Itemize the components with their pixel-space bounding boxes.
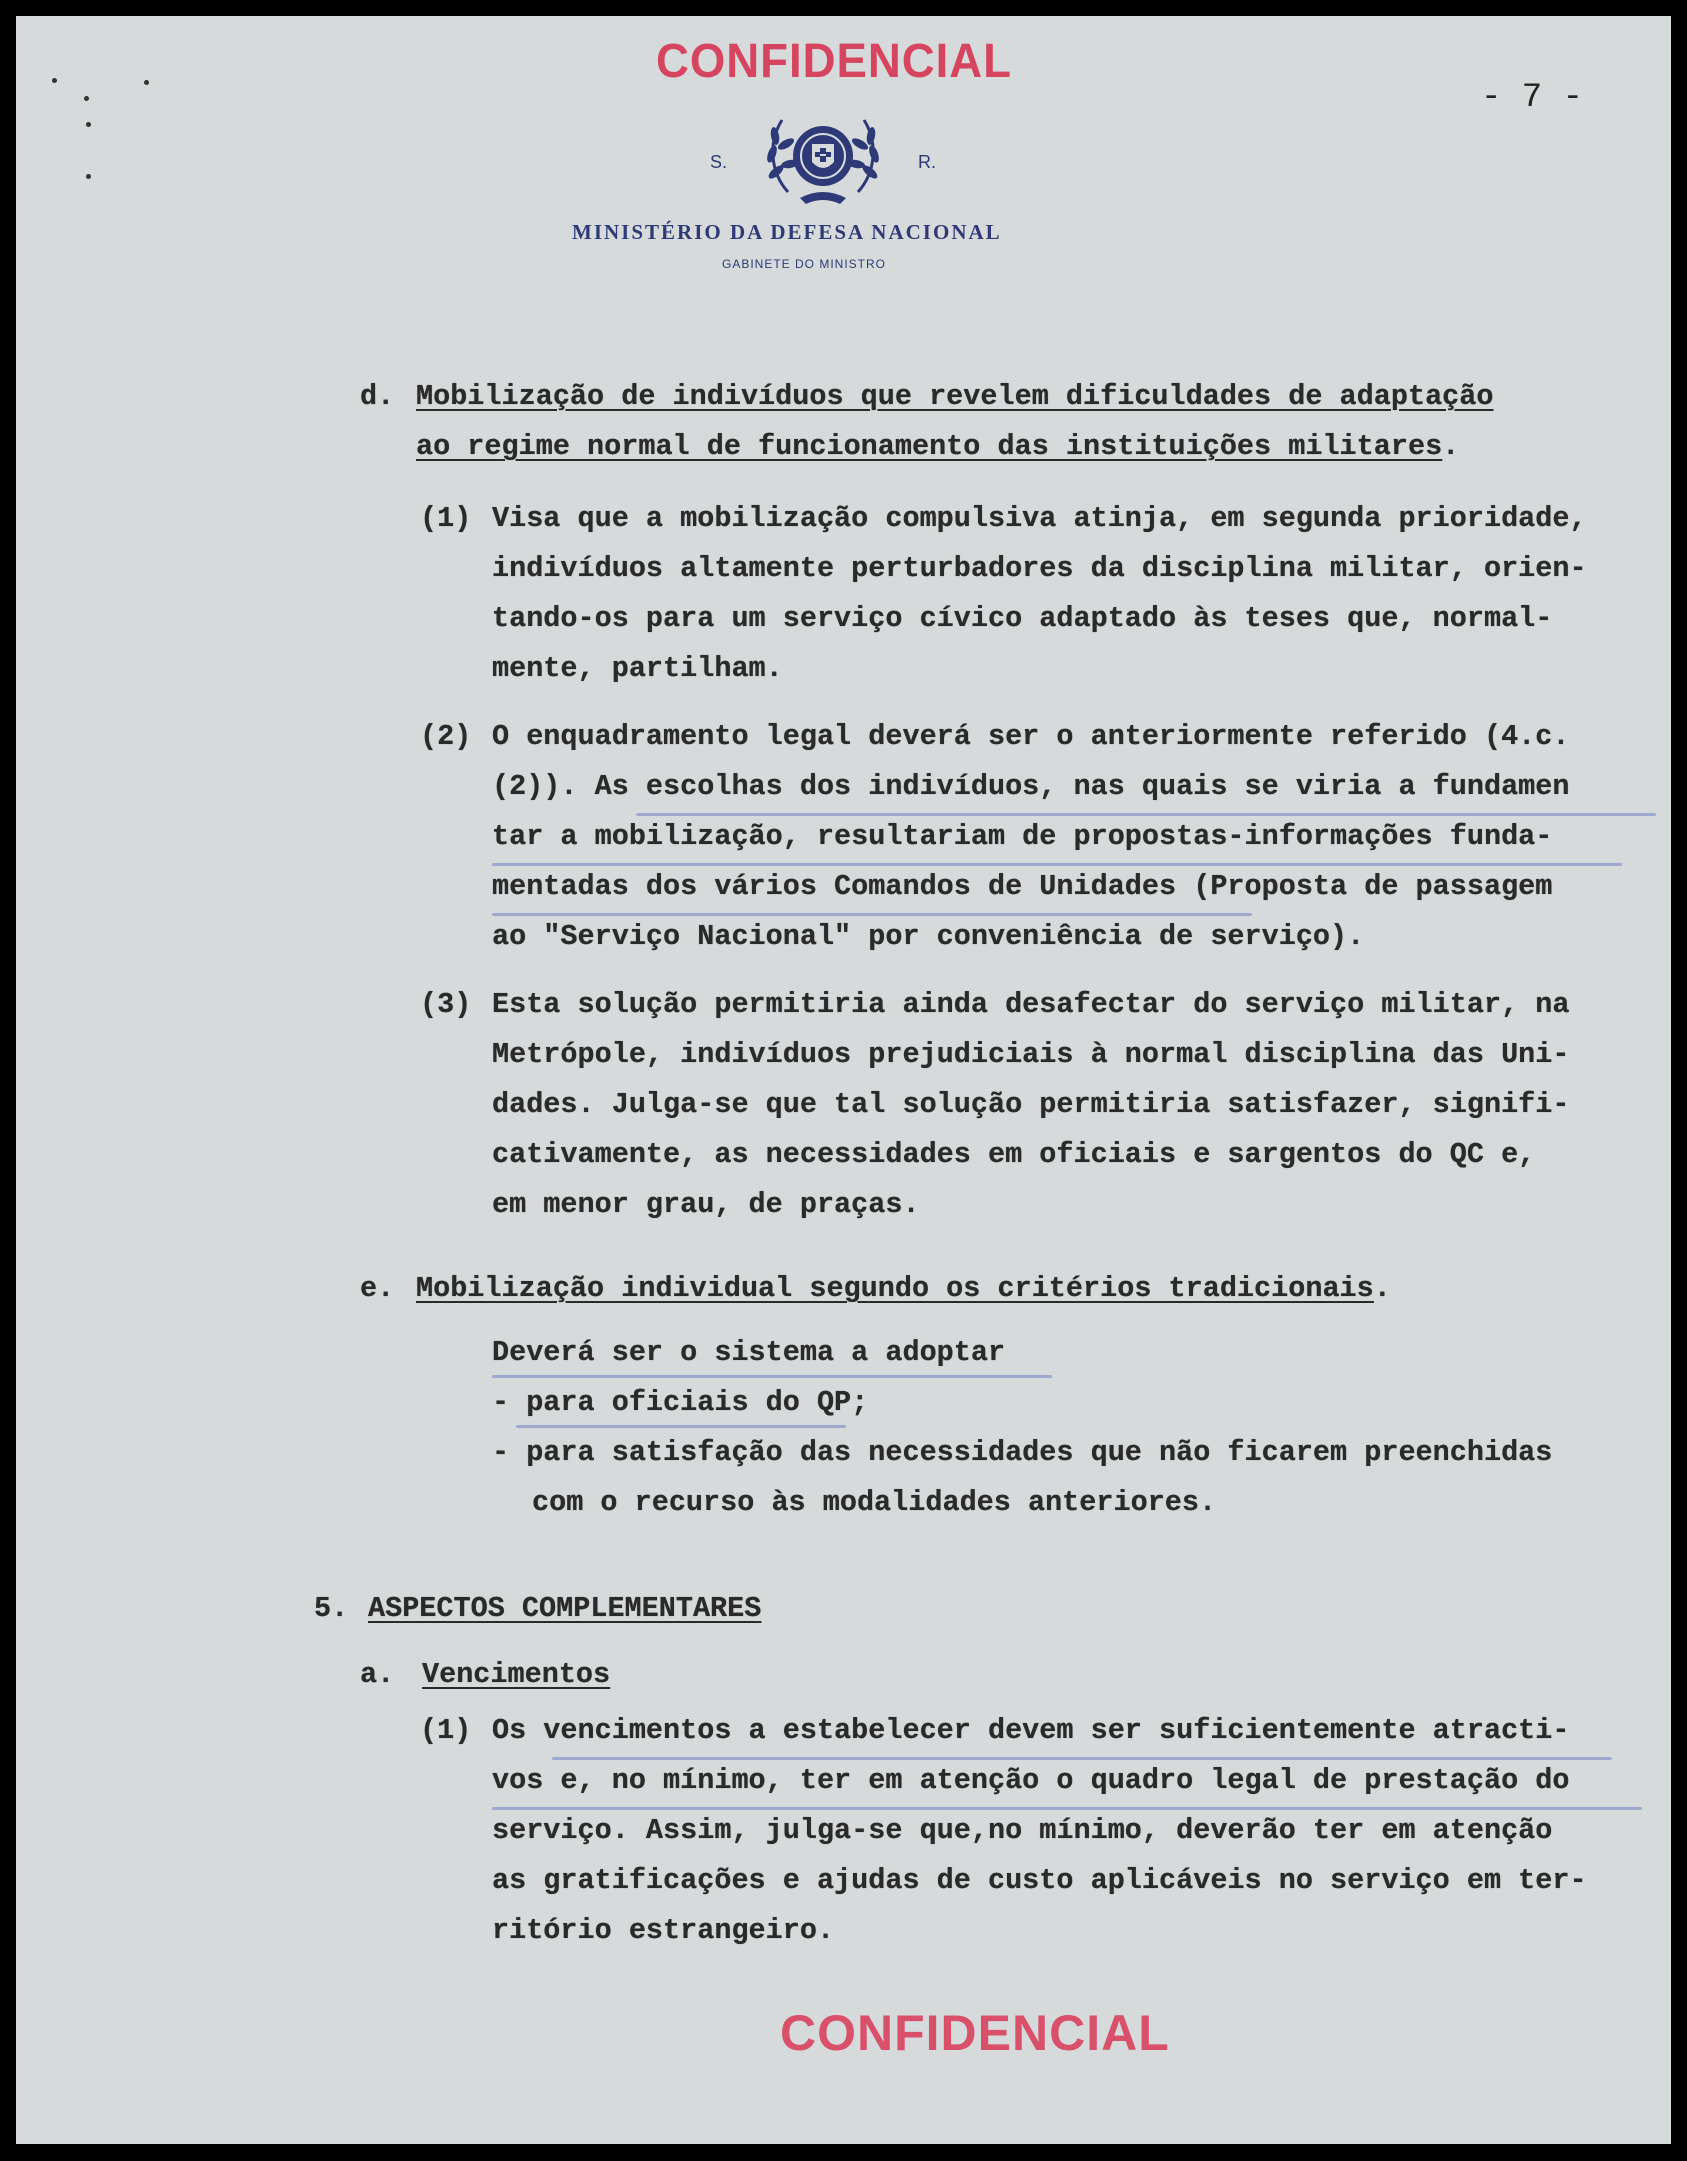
item-5a1-line: vos e, no mínimo, ter em atenção o quadro legal de prestação do xyxy=(492,1764,1570,1797)
item-d2-number: (2) xyxy=(420,720,472,753)
item-5a1-number: (1) xyxy=(420,1714,472,1747)
margin-mark xyxy=(84,96,89,101)
section-5a-label: a. xyxy=(360,1658,395,1691)
section-5-title: ASPECTOS COMPLEMENTARES xyxy=(368,1592,762,1625)
item-d2-line: (2)). As escolhas dos indivíduos, nas quais se viria a fundamen xyxy=(492,770,1570,803)
item-d1-number: (1) xyxy=(420,502,472,535)
item-5a1-line: serviço. Assim, julga-se que,no mínimo, deverão ter em atenção xyxy=(492,1814,1553,1847)
seal-label-left: S. xyxy=(710,152,728,172)
section-e-title-end: . xyxy=(1373,1272,1391,1305)
item-d2-line: ao "Serviço Nacional" por conveniência de serviço). xyxy=(492,920,1365,953)
item-d3-line: Esta solução permitiria ainda desafectar do serviço militar, na xyxy=(492,988,1570,1021)
section-e-label: e. xyxy=(360,1272,395,1305)
pencil-underline xyxy=(492,863,1622,866)
item-d3-line: Metrópole, indivíduos prejudiciais à normal disciplina das Uni- xyxy=(492,1038,1570,1071)
section-e-bullet: - para satisfação das necessidades que não ficarem preenchidas xyxy=(492,1436,1553,1469)
coat-of-arms-seal-icon xyxy=(760,102,886,210)
pencil-underline xyxy=(492,1807,1642,1810)
item-d1-line: indivíduos altamente perturbadores da disciplina militar, orien- xyxy=(492,552,1587,585)
confidential-stamp-top: CONFIDENCIAL xyxy=(656,35,1012,88)
margin-mark xyxy=(52,78,57,83)
item-5a1-line: Os vencimentos a estabelecer devem ser suficientemente atracti- xyxy=(492,1714,1570,1747)
seal-label-right: R. xyxy=(918,152,936,172)
section-e-title: Mobilização individual segundo os critérios tradicionais xyxy=(416,1272,1374,1305)
pencil-underline xyxy=(492,1375,1052,1378)
section-d-label: d. xyxy=(360,380,395,413)
item-d1-line: Visa que a mobilização compulsiva atinja, em segunda prioridade, xyxy=(492,502,1587,535)
section-5-number: 5. xyxy=(314,1592,349,1625)
margin-mark xyxy=(86,122,91,127)
item-d1-line: tando-os para um serviço cívico adaptado às teses que, normal- xyxy=(492,602,1553,635)
pencil-underline xyxy=(516,1425,846,1428)
section-d-title-line2: ao regime normal de funcionamento das instituições militares xyxy=(416,430,1443,463)
cabinet-name: GABINETE DO MINISTRO xyxy=(722,257,887,271)
section-d-title-end: . xyxy=(1442,430,1460,463)
margin-mark xyxy=(144,80,149,85)
pencil-underline xyxy=(552,1757,1612,1760)
section-e-title-wrap xyxy=(416,1272,1391,1305)
item-d1-line: mente, partilham. xyxy=(492,652,783,685)
section-e-intro: Deverá ser o sistema a adoptar xyxy=(492,1336,1006,1369)
margin-mark xyxy=(86,174,91,179)
item-d3-line: dades. Julga-se que tal solução permitiria satisfazer, signifi- xyxy=(492,1088,1570,1121)
item-5a1-line: as gratificações e ajudas de custo aplicáveis no serviço em ter- xyxy=(492,1864,1587,1897)
item-d2-line: tar a mobilização, resultariam de propostas-informações funda- xyxy=(492,820,1553,853)
item-d3-number: (3) xyxy=(420,988,472,1021)
section-d-title-line1: Mobilização de indivíduos que revelem dificuldades de adaptação xyxy=(416,380,1494,413)
item-5a1-line: ritório estrangeiro. xyxy=(492,1914,835,1947)
document-page xyxy=(16,16,1671,2144)
section-e-bullet: - para oficiais do QP; xyxy=(492,1386,869,1419)
section-5a-title: Vencimentos xyxy=(422,1658,611,1691)
section-d-title-line2-wrap xyxy=(416,430,1459,463)
item-d2-line: mentadas dos vários Comandos de Unidades (Proposta de passagem xyxy=(492,870,1553,903)
item-d2-line: O enquadramento legal deverá ser o anteriormente referido (4.c. xyxy=(492,720,1570,753)
ministry-name: MINISTÉRIO DA DEFESA NACIONAL xyxy=(572,220,1002,244)
pencil-underline xyxy=(492,913,1252,916)
pencil-underline xyxy=(636,813,1656,816)
confidential-stamp-bottom: CONFIDENCIAL xyxy=(780,2005,1170,2061)
item-d3-line: cativamente, as necessidades em oficiais e sargentos do QC e, xyxy=(492,1138,1536,1171)
page-number: - 7 - xyxy=(1481,79,1584,117)
section-e-bullet-continuation: com o recurso às modalidades anteriores. xyxy=(532,1486,1217,1519)
item-d3-line: em menor grau, de praças. xyxy=(492,1188,920,1221)
